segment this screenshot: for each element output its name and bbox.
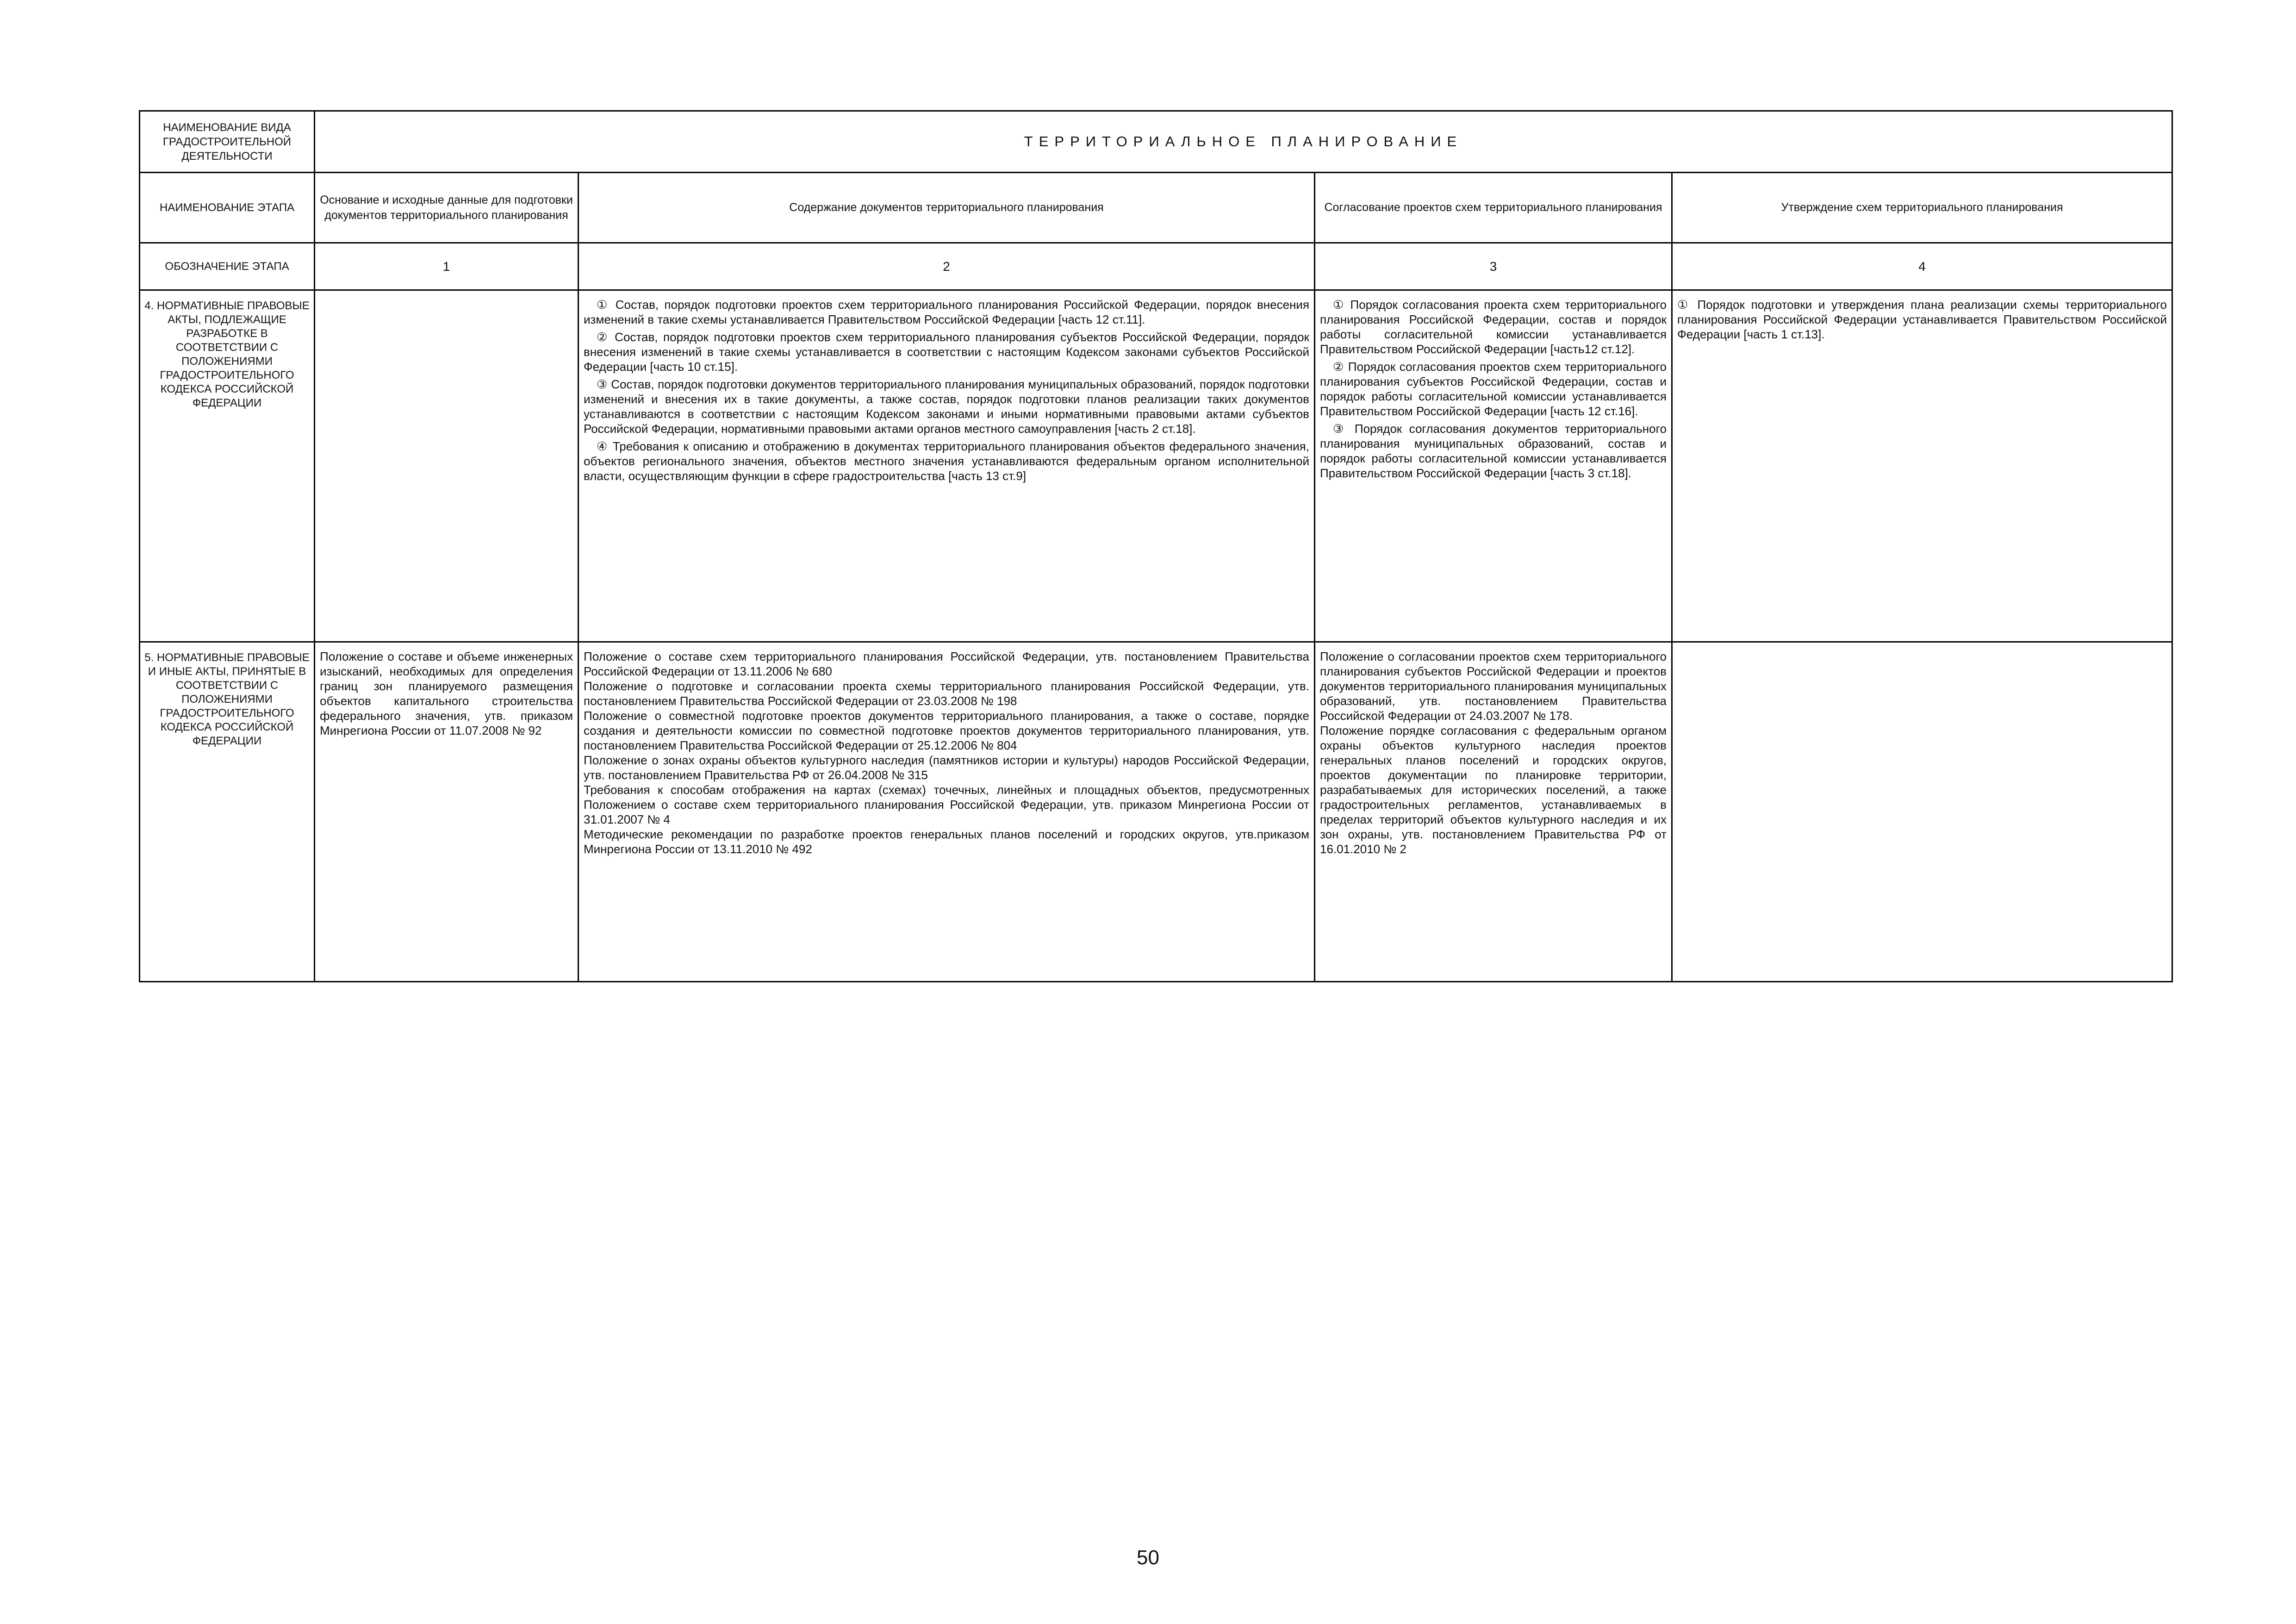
list-item: Положение о совместной подготовке проектов документов территориального планирования, а также о составе, порядке создания и деятельности комиссии по совместной подготовке проектов документов территориального планирования, утв. постановлением Правительства Российской Федерации от 25.12.2006 № 804 [584,709,1309,752]
list-item: ③ Порядок согласования документов территориального планирования муниципальных образований, состав и порядок работы согласительной комиссии устанавливается Правительством Российской Федерации [часть 3 ст.18]. [1320,422,1667,480]
row4-approval-cell [1672,290,2172,642]
designation-label: ОБОЗНАЧЕНИЕ ЭТАПА [140,243,315,290]
table-title: ТЕРРИТОРИАЛЬНОЕ ПЛАНИРОВАНИЕ [315,111,2172,173]
list-item: Положение о зонах охраны объектов культурного наследия (памятников истории и культуры) народов Российской Федерации, утв. постановлением Правительства РФ от 26.04.2008 № 315 [584,753,1309,782]
list-item: Требования к способам отображения на картах (схемах) точечных, линейных и площадных объектов, предусмотренных Положением о составе схем территориального планирования Российской Федерации, утв. приказом Минрегиона России от 31.01.2007 № 4 [584,783,1309,826]
row-label: 5. НОРМАТИВНЫЕ ПРАВОВЫЕ И ИНЫЕ АКТЫ, ПРИНЯТЫЕ В СООТВЕТСТВИИ С ПОЛОЖЕНИЯМИ ГРАДОСТРОИТЕЛЬНОГО КОДЕКСА РОССИЙСКОЙ ФЕДЕРАЦИИ [140,642,315,982]
list-item: ② Порядок согласования проектов схем территориального планирования субъектов Российской Федерации, состав и порядок работы согласительной комиссии устанавливается Правительством Российской Федерации [часть 12 ст.16]. [1320,360,1667,418]
column-header-approval-coordination: Согласование проектов схем территориального планирования [1315,173,1672,243]
stage-number-3: 3 [1315,243,1672,290]
list-item: ① Порядок подготовки и утверждения плана реализации схемы территориального планирования Российской Федерации устанавливается Правительством Российской Федерации [часть 1 ст.13]. [1677,298,2167,341]
page-number: 50 [1137,1546,1159,1569]
row5-content-cell [579,642,1315,982]
list-item: Методические рекомендации по разработке проектов генеральных планов поселений и городских округов, утв.приказом Минрегиона России от 13.11.2010 № 492 [584,827,1309,856]
stage-number-1: 1 [315,243,579,290]
row-label: 4. НОРМАТИВНЫЕ ПРАВОВЫЕ АКТЫ, ПОДЛЕЖАЩИЕ РАЗРАБОТКЕ В СООТВЕТСТВИИ С ПОЛОЖЕНИЯМИ ГРАДОСТРОИТЕЛЬНОГО КОДЕКСА РОССИЙСКОЙ ФЕДЕРАЦИИ [140,290,315,642]
stage-number-2: 2 [579,243,1315,290]
row4-basis-cell [315,290,579,642]
activity-label: НАИМЕНОВАНИЕ ВИДА ГРАДОСТРОИТЕЛЬНОЙ ДЕЯТЕЛЬНОСТИ [140,111,315,173]
column-header-basis: Основание и исходные данные для подготовки документов территориального планирования [315,173,579,243]
list-item: ① Порядок согласования проекта схем территориального планирования Российской Федерации, состав и порядок работы согласительной комиссии устанавливается Правительством Российской Федерации [часть12 ст.12]. [1320,298,1667,356]
stage-number-4: 4 [1672,243,2172,290]
table-row [140,290,2172,642]
stage-label: НАИМЕНОВАНИЕ ЭТАПА [140,173,315,243]
planning-table [139,110,2173,982]
list-item: ③ Состав, порядок подготовки документов территориального планирования муниципальных образований, порядок подготовки изменений и внесения их в такие документы, а также состав, порядок подготовки планов реализации таких документов устанавливаются в соответствии с настоящим Кодексом законами и иными нормативными правовыми актами субъектов Российской Федерации, нормативными правовыми актами органов местного самоуправления [часть 2 ст.18]. [584,377,1309,436]
list-item: Положение о подготовке и согласовании проекта схемы территориального планирования Российской Федерации, утв. постановлением Правительства Российской Федерации от 23.03.2008 № 198 [584,679,1309,708]
row4-coordination-cell [1315,290,1672,642]
row5-basis-cell: Положение о составе и объеме инженерных изысканий, необходимых для определения границ зон планируемого размещения объектов капитального строительства федерального значения, утв. приказом Минрегиона России от 11.07.2008 № 92 [315,642,579,982]
list-item: Положение о согласовании проектов схем территориального планирования субъектов Российской Федерации и проектов документов территориального планирования муниципальных образований, утв. постановлением Правительства Российской Федерации от 24.03.2007 № 178. [1320,650,1667,723]
table-row [140,642,2172,982]
list-item: ① Состав, порядок подготовки проектов схем территориального планирования Российской Федерации, порядок внесения изменений в такие схемы устанавливается Правительством Российской Федерации [часть 12 ст.11]. [584,298,1309,326]
row5-coordination-cell [1315,642,1672,982]
list-item: Положение о составе схем территориального планирования Российской Федерации, утв. постановлением Правительства Российской Федерации от 13.11.2006 № 680 [584,650,1309,678]
column-header-approval: Утверждение схем территориального планирования [1672,173,2172,243]
column-header-content: Содержание документов территориального планирования [579,173,1315,243]
list-item: ④ Требования к описанию и отображению в документах территориального планирования объектов федерального значения, объектов регионального значения, объектов местного значения устанавливаются федеральным органом исполнительной власти, осуществляющим функции в сфере градостроительства [часть 13 ст.9] [584,439,1309,483]
list-item: Положение порядке согласования с федеральным органом охраны объектов культурного наследия проектов генеральных планов поселений и городских округов, проектов документации по планировке территории, разрабатываемых для исторических поселений, а также градостроительных регламентов, устанавливаемых в пределах территорий объектов культурного наследия и их зон охраны, утв. постановлением Правительства РФ от 16.01.2010 № 2 [1320,724,1667,856]
row4-content-cell [579,290,1315,642]
row5-approval-cell [1672,642,2172,982]
list-item: ② Состав, порядок подготовки проектов схем территориального планирования субъектов Российской Федерации, порядок внесения изменений в такие схемы устанавливается в соответствии с настоящим Кодексом законами субъектов Российской Федерации [часть 10 ст.15]. [584,330,1309,374]
